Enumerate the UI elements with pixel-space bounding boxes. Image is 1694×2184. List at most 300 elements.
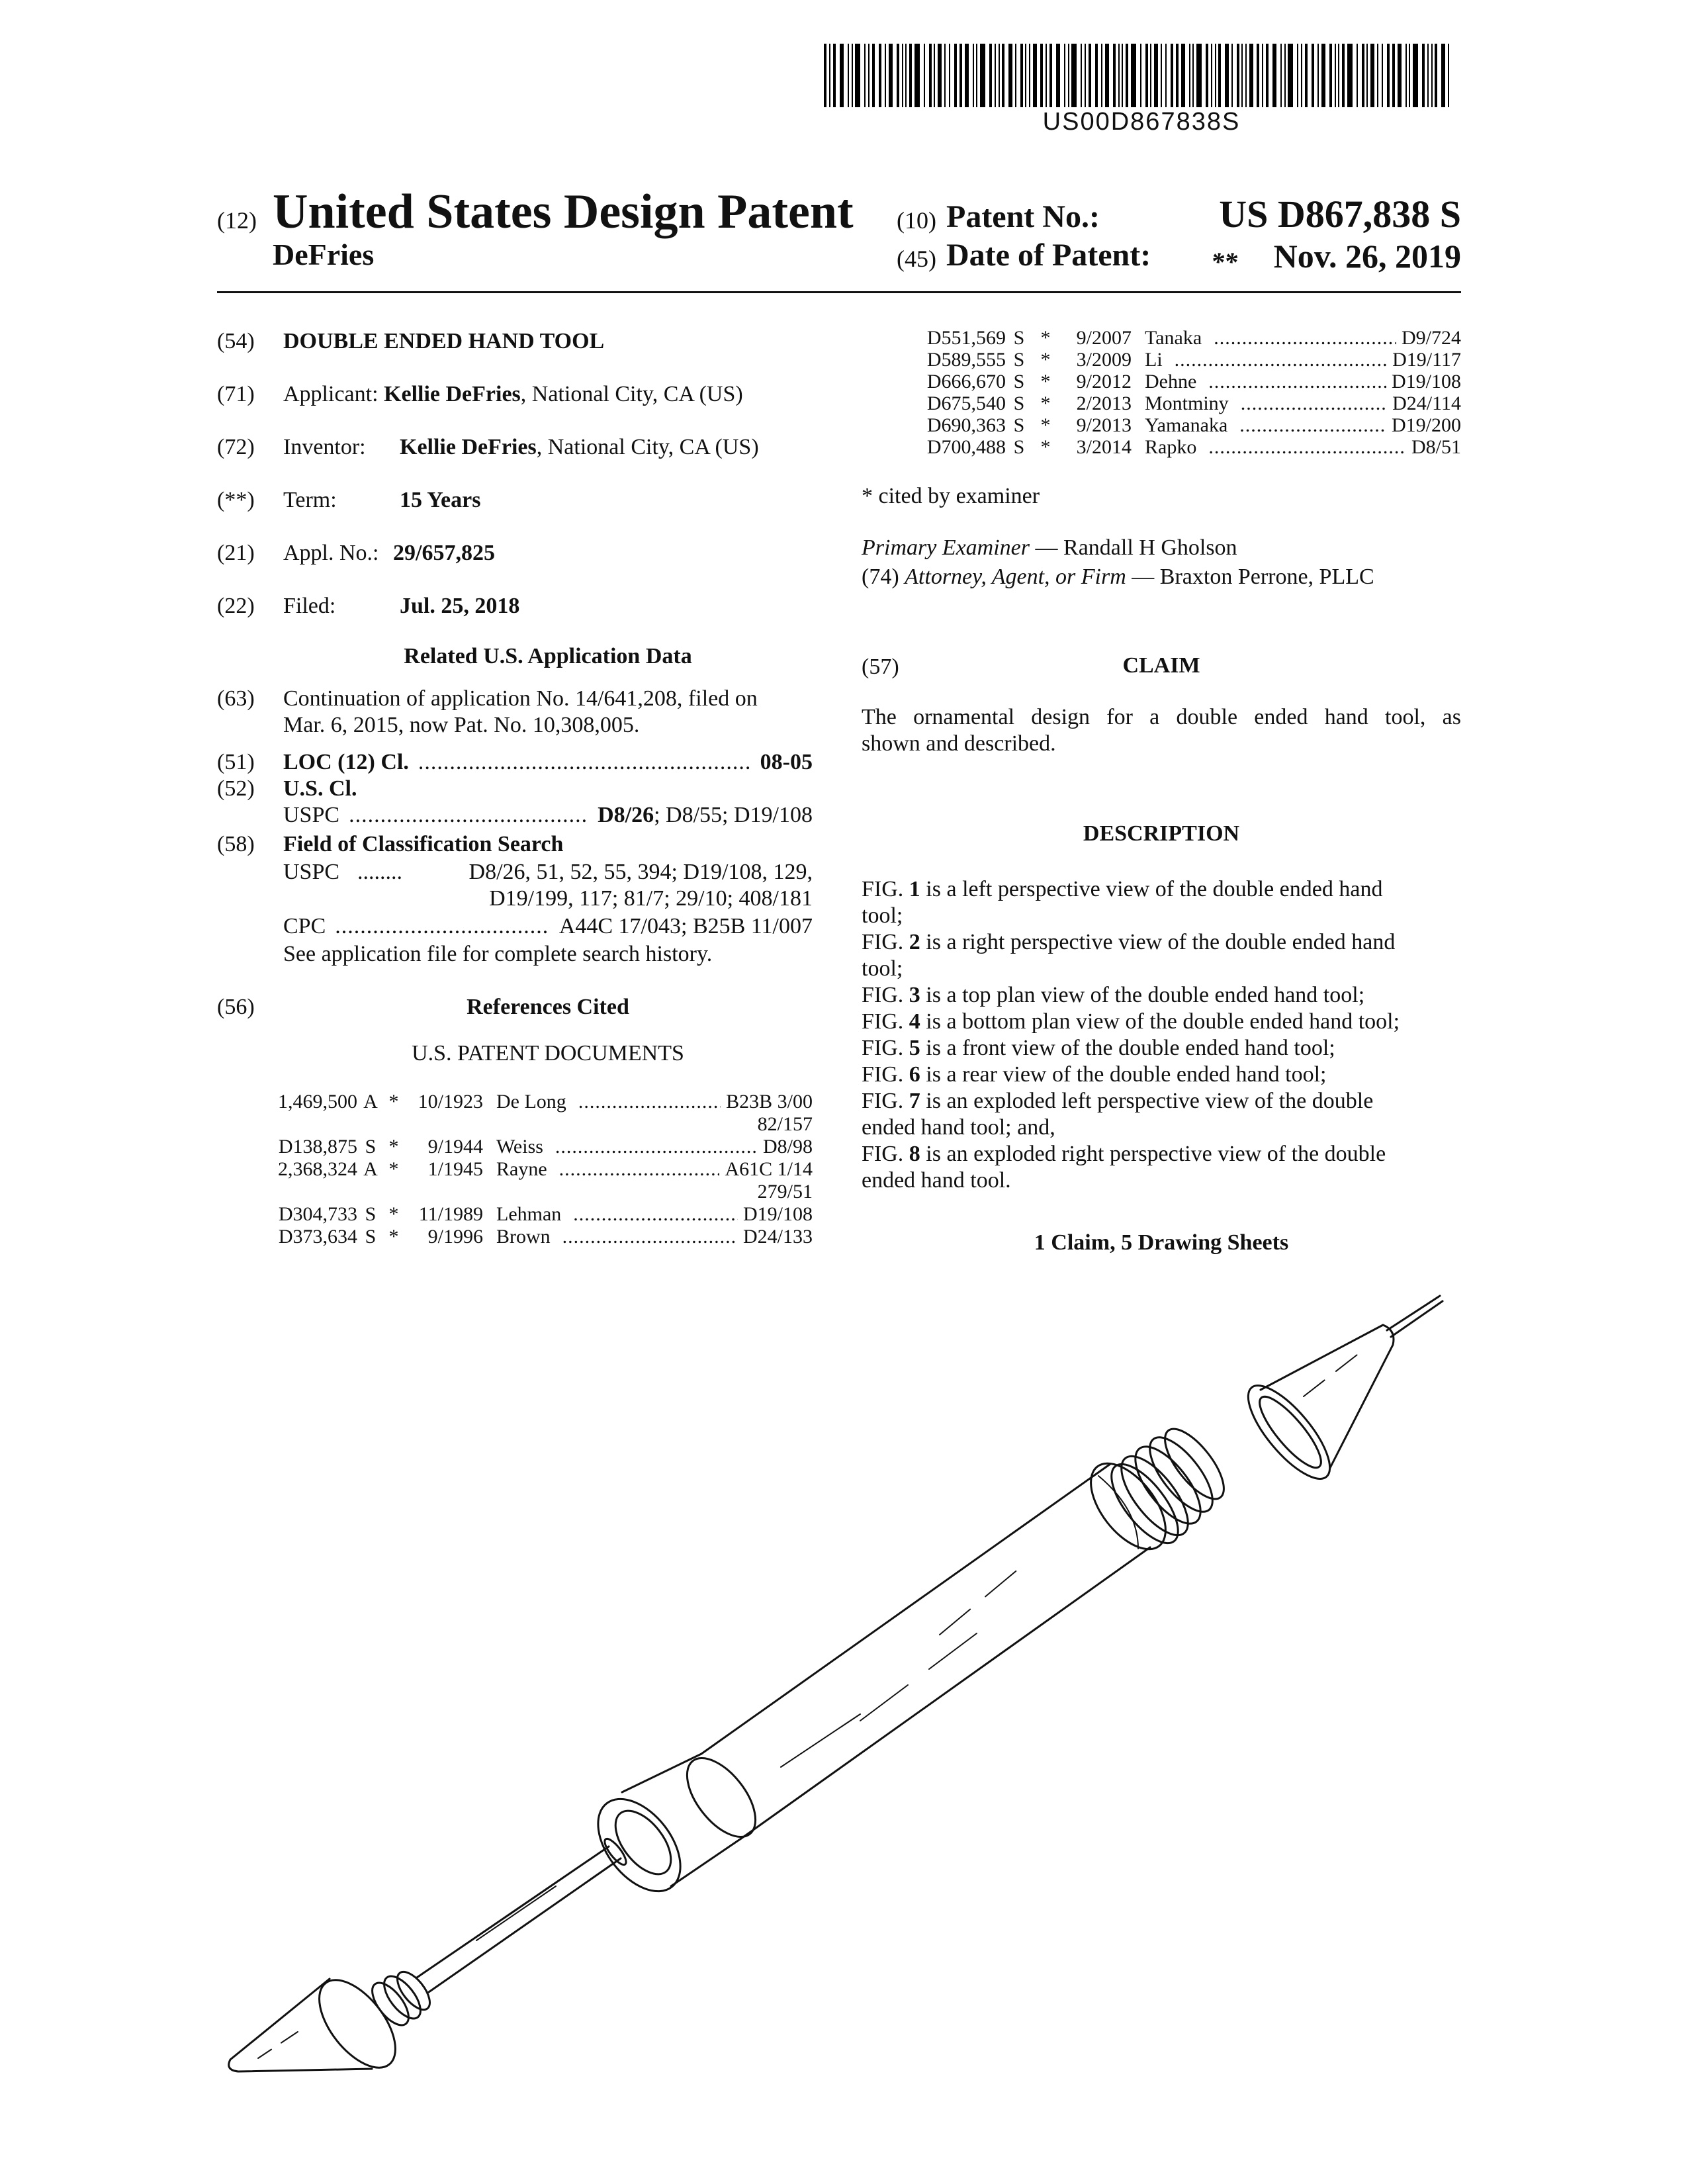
barcode-bar xyxy=(1266,44,1269,107)
fig-number: 5 xyxy=(909,1036,920,1060)
barcode-bar xyxy=(864,44,866,107)
barcode-bar xyxy=(848,44,849,107)
barcode-bar xyxy=(924,44,925,107)
ref-name: De Long xyxy=(496,1091,566,1113)
inventor-value xyxy=(400,434,759,461)
reference-row xyxy=(907,349,1461,371)
barcode-bar xyxy=(824,44,826,107)
examiner-label: Primary Examiner xyxy=(862,535,1030,560)
barcode-bar xyxy=(889,44,893,107)
continuation-code: (63) xyxy=(217,686,255,711)
description-item xyxy=(862,1009,1461,1035)
patent-date: Nov. 26, 2019 xyxy=(1273,238,1461,275)
barcode-bar xyxy=(1225,44,1229,107)
reference-row-continued xyxy=(265,1181,813,1203)
field-code: (58) xyxy=(217,832,255,856)
barcode-bar xyxy=(1366,44,1368,107)
fig-text: is a right perspective view of the double ended hand xyxy=(920,930,1396,954)
cited-note: * cited by examiner xyxy=(862,484,1040,508)
barcode-bar xyxy=(1347,44,1353,107)
barcode-bar xyxy=(1305,44,1308,107)
ref-number: D304,733 xyxy=(278,1203,357,1225)
barcode-bar xyxy=(1409,44,1410,107)
barcode-bar xyxy=(855,44,860,107)
ref-kind: S xyxy=(1013,436,1025,458)
ref-date: 3/2009 xyxy=(1076,349,1132,371)
barcode-bar xyxy=(1015,44,1016,107)
fig-number: 6 xyxy=(909,1062,920,1087)
uspc-leader xyxy=(349,802,588,829)
loc-leader xyxy=(418,749,751,776)
barcode-bar xyxy=(897,44,899,107)
barcode-bar xyxy=(989,44,992,107)
barcode-bar xyxy=(902,44,903,107)
top-needle xyxy=(1387,1296,1443,1337)
barcode-bar xyxy=(1413,44,1418,107)
field-uspc-line-2: D19/199, 117; 81/7; 29/10; 408/181 xyxy=(489,886,813,911)
ref-number: D690,363 xyxy=(926,414,1006,436)
ref-class: D19/108 xyxy=(1392,371,1461,392)
barcode-bar xyxy=(868,44,869,107)
ref-leader xyxy=(573,1203,738,1226)
reference-row xyxy=(265,1203,813,1226)
ref-class-secondary: 82/157 xyxy=(757,1113,813,1135)
ref-name: Li xyxy=(1145,349,1163,371)
barcode-bar xyxy=(1218,44,1221,107)
fig-number: 2 xyxy=(909,930,920,954)
patent-no-code: (10) xyxy=(897,207,936,234)
examiner-name: Randall H Gholson xyxy=(1063,535,1237,560)
barcode-bar xyxy=(833,44,836,107)
ref-leader xyxy=(1214,327,1396,349)
loc-label: LOC (12) Cl. xyxy=(283,750,409,774)
fig-prefix: FIG. xyxy=(862,1142,909,1166)
ref-date: 9/2012 xyxy=(1076,371,1132,392)
term-code: (**) xyxy=(217,488,255,512)
barcode-bar xyxy=(1113,44,1116,107)
barcode xyxy=(824,44,1459,107)
ref-number: D551,569 xyxy=(926,327,1006,349)
barcode-bar xyxy=(1131,44,1136,107)
inventor-name: Kellie DeFries xyxy=(400,435,537,459)
ref-star: * xyxy=(388,1203,399,1225)
applicant-name: Kellie DeFries xyxy=(384,382,521,406)
ref-date: 9/1944 xyxy=(427,1136,483,1158)
header-rule xyxy=(217,291,1461,293)
applicant-code: (71) xyxy=(217,382,255,406)
uscl-label: U.S. Cl. xyxy=(283,776,357,801)
ref-number: 2,368,324 xyxy=(278,1158,357,1180)
barcode-number: US00D867838S xyxy=(1042,108,1241,136)
ref-kind: S xyxy=(1013,392,1025,414)
description-item xyxy=(862,1088,1461,1115)
barcode-bar xyxy=(1126,44,1128,107)
reference-row xyxy=(265,1091,813,1113)
date-label: Date of Patent: xyxy=(946,238,1151,273)
ref-name: Rapko xyxy=(1145,436,1197,458)
fig-text: is a bottom plan view of the double ended hand tool; xyxy=(920,1009,1400,1034)
ref-class: D24/133 xyxy=(743,1226,813,1248)
barcode-bar xyxy=(1192,44,1194,107)
ref-star: * xyxy=(388,1091,399,1113)
barcode-bar xyxy=(1056,44,1060,107)
ref-leader xyxy=(1208,436,1406,458)
barcode-bar xyxy=(885,44,886,107)
reference-row xyxy=(907,327,1461,349)
patent-type-title: United States Design Patent xyxy=(273,185,854,239)
ref-star: * xyxy=(1040,327,1051,349)
term-label: Term: xyxy=(283,488,337,512)
claim-heading: CLAIM xyxy=(1122,653,1200,678)
reference-row-continued xyxy=(265,1113,813,1136)
barcode-bar xyxy=(1046,44,1047,107)
barcode-bar xyxy=(934,44,935,107)
ref-number: D700,488 xyxy=(926,436,1006,458)
inventor-label: Inventor: xyxy=(283,435,366,459)
body-threads xyxy=(1100,1420,1234,1554)
barcode-bar xyxy=(1215,44,1216,107)
ref-star: * xyxy=(388,1136,399,1158)
attorney-line xyxy=(862,564,1374,590)
barcode-bar xyxy=(999,44,1000,107)
ref-date: 9/2013 xyxy=(1076,414,1132,436)
barcode-bar xyxy=(1288,44,1293,107)
refs-subheading: U.S. PATENT DOCUMENTS xyxy=(412,1041,684,1066)
loc-code: (51) xyxy=(217,750,255,774)
inventor-code: (72) xyxy=(217,435,255,459)
ref-number: D373,634 xyxy=(278,1226,357,1248)
ref-class: D9/724 xyxy=(1402,327,1461,349)
applicant-field xyxy=(283,381,743,408)
barcode-bar xyxy=(1033,44,1037,107)
fig-prefix: FIG. xyxy=(862,983,909,1007)
reference-row xyxy=(907,436,1461,458)
barcode-bar xyxy=(1362,44,1364,107)
inventor-field xyxy=(283,434,366,461)
barcode-bar xyxy=(1122,44,1123,107)
barcode-bar xyxy=(976,44,977,107)
description-heading: DESCRIPTION xyxy=(1083,821,1240,846)
date-marker: ** xyxy=(1211,247,1237,277)
barcode-bar xyxy=(1448,44,1449,107)
description-item-continued: tool; xyxy=(862,956,903,981)
ref-leader xyxy=(1239,414,1386,436)
barcode-bar xyxy=(1422,44,1425,107)
ref-star: * xyxy=(388,1226,399,1248)
ref-date: 9/2007 xyxy=(1076,327,1132,349)
date-code: (45) xyxy=(897,246,936,272)
loc-value: 08-05 xyxy=(760,750,813,774)
body-tube xyxy=(701,1450,1180,1839)
barcode-bar xyxy=(1140,44,1141,107)
barcode-bar xyxy=(1280,44,1282,107)
barcode-bar xyxy=(1150,44,1151,107)
fig-text: is a top plan view of the double ended hand tool; xyxy=(920,983,1365,1007)
barcode-bar xyxy=(1257,44,1259,107)
claims-summary: 1 Claim, 5 Drawing Sheets xyxy=(1034,1230,1289,1255)
filed-value: Jul. 25, 2018 xyxy=(400,594,520,618)
appl-label: Appl. No.: xyxy=(283,541,379,565)
barcode-bar xyxy=(1357,44,1358,107)
ref-class: D8/51 xyxy=(1411,436,1461,458)
reference-row xyxy=(265,1158,813,1181)
ref-class: A61C 1/14 xyxy=(725,1158,813,1180)
fig-prefix: FIG. xyxy=(862,1036,909,1060)
ref-class: D24/114 xyxy=(1392,392,1461,414)
barcode-bar xyxy=(1342,44,1345,107)
reference-row xyxy=(907,392,1461,414)
ref-name: Weiss xyxy=(496,1136,543,1158)
barcode-bar xyxy=(1387,44,1390,107)
ref-leader xyxy=(578,1091,721,1113)
ref-date: 2/2013 xyxy=(1076,392,1132,414)
barcode-bar xyxy=(1284,44,1286,107)
uscl-code: (52) xyxy=(217,776,255,801)
barcode-bar xyxy=(1089,44,1091,107)
ref-star: * xyxy=(1040,349,1051,371)
top-cap xyxy=(1235,1325,1394,1490)
attorney-name: Braxton Perrone, PLLC xyxy=(1159,565,1374,589)
ref-class: D19/108 xyxy=(743,1203,813,1225)
patent-no-label: Patent No.: xyxy=(946,199,1100,234)
claim-text-line-2: shown and described. xyxy=(862,731,1056,756)
uspc-primary: D8/26 xyxy=(598,803,654,827)
inventor-location: , National City, CA (US) xyxy=(536,435,759,459)
fig-number: 7 xyxy=(909,1089,920,1113)
barcode-bar xyxy=(1002,44,1004,107)
related-heading: Related U.S. Application Data xyxy=(404,644,692,668)
examiner-dash: — xyxy=(1030,535,1064,560)
barcode-bar xyxy=(1101,44,1102,107)
field-uspc-line-1: D8/26, 51, 52, 55, 394; D19/108, 129, xyxy=(468,860,813,884)
barcode-bar xyxy=(1008,44,1012,107)
barcode-bar xyxy=(1262,44,1263,107)
barcode-bar xyxy=(872,44,875,107)
barcode-bar xyxy=(905,44,907,107)
fig-number: 3 xyxy=(909,983,920,1007)
barcode-bar xyxy=(1321,44,1325,107)
term-value: 15 Years xyxy=(400,488,481,512)
barcode-bar xyxy=(1329,44,1332,107)
ref-date: 9/1996 xyxy=(427,1226,483,1248)
uspc-row xyxy=(283,802,813,829)
attorney-dash: — xyxy=(1126,565,1160,589)
barcode-bar xyxy=(1020,44,1023,107)
barcode-bar xyxy=(929,44,932,107)
uspc-label: USPC xyxy=(283,803,340,827)
barcode-bar xyxy=(938,44,942,107)
ref-leader xyxy=(1175,349,1387,371)
barcode-bar xyxy=(959,44,962,107)
fig-text: is an exploded right perspective view of the double xyxy=(920,1142,1386,1166)
ref-name: Lehman xyxy=(496,1203,562,1225)
description-item-continued: ended hand tool. xyxy=(862,1168,1011,1193)
ref-date: 10/1923 xyxy=(418,1091,483,1113)
ref-name: Montminy xyxy=(1145,392,1229,414)
barcode-bar xyxy=(1189,44,1190,107)
description-item xyxy=(862,929,1461,956)
barcode-bar xyxy=(1245,44,1247,107)
barcode-bar xyxy=(1241,44,1243,107)
barcode-bar xyxy=(879,44,881,107)
ref-kind: S xyxy=(365,1136,377,1158)
barcode-bar xyxy=(1095,44,1098,107)
refs-code: (56) xyxy=(217,995,255,1019)
fig-number: 4 xyxy=(909,1009,920,1034)
field-cpc-value: A44C 17/043; B25B 11/007 xyxy=(558,914,813,938)
ref-kind: S xyxy=(1013,371,1025,392)
barcode-bar xyxy=(1382,44,1383,107)
fig-text: is a rear view of the double ended hand tool; xyxy=(920,1062,1327,1087)
description-item xyxy=(862,876,1461,903)
field-uspc-label: USPC xyxy=(283,860,340,884)
barcode-bar xyxy=(1370,44,1374,107)
ref-kind: A xyxy=(363,1091,378,1113)
appl-code: (21) xyxy=(217,541,255,565)
barcode-bar xyxy=(909,44,912,107)
barcode-bar xyxy=(852,44,853,107)
filed-code: (22) xyxy=(217,594,255,618)
reference-row xyxy=(907,414,1461,436)
barcode-bar xyxy=(1064,44,1065,107)
barcode-bar xyxy=(1392,44,1395,107)
ref-name: Yamanaka xyxy=(1145,414,1228,436)
ref-star: * xyxy=(1040,436,1051,458)
barcode-bar xyxy=(1335,44,1336,107)
fig-text: is a front view of the double ended hand tool; xyxy=(920,1036,1335,1060)
lower-rod xyxy=(417,1836,629,1992)
ref-class: B23B 3/00 xyxy=(726,1091,813,1113)
description-item xyxy=(862,1141,1461,1167)
barcode-bar xyxy=(1427,44,1429,107)
fig-number: 8 xyxy=(909,1142,920,1166)
field-cpc-leader xyxy=(335,913,550,940)
barcode-bar xyxy=(1049,44,1052,107)
barcode-bar xyxy=(1441,44,1445,107)
fig-prefix: FIG. xyxy=(862,1009,909,1034)
barcode-bar xyxy=(1025,44,1026,107)
fig-text: is a left perspective view of the double ended hand xyxy=(920,877,1383,901)
barcode-bar xyxy=(1161,44,1162,107)
reference-row xyxy=(265,1136,813,1158)
left-references-list xyxy=(265,1091,813,1248)
field-uspc-dots: ........ xyxy=(357,860,402,884)
ref-name: Brown xyxy=(496,1226,551,1248)
uspc-rest: ; D8/55; D19/108 xyxy=(654,803,813,827)
reference-row xyxy=(907,371,1461,392)
barcode-bar xyxy=(1206,44,1208,107)
ref-date: 3/2014 xyxy=(1076,436,1132,458)
ref-name: Dehne xyxy=(1145,371,1197,392)
exploded-tool-drawing xyxy=(199,1291,1489,2164)
lower-collar xyxy=(582,1747,769,1907)
barcode-bar xyxy=(1029,44,1030,107)
barcode-bar xyxy=(1165,44,1167,107)
barcode-bar xyxy=(1317,44,1319,107)
ref-date: 11/1989 xyxy=(418,1203,483,1225)
ref-number: D675,540 xyxy=(926,392,1006,414)
barcode-bar xyxy=(1231,44,1233,107)
barcode-bar xyxy=(1040,44,1043,107)
ref-star: * xyxy=(388,1158,399,1180)
description-item xyxy=(862,1035,1461,1062)
filed-label: Filed: xyxy=(283,594,336,618)
fig-prefix: FIG. xyxy=(862,930,909,954)
ref-class: D19/117 xyxy=(1392,349,1461,371)
barcode-bar xyxy=(944,44,946,107)
attorney-code: (74) xyxy=(862,565,899,589)
lower-rings xyxy=(365,1966,435,2031)
barcode-bar xyxy=(954,44,957,107)
ref-number: D138,875 xyxy=(278,1136,357,1158)
refs-heading: References Cited xyxy=(467,995,629,1019)
barcode-bar xyxy=(980,44,985,107)
fig-prefix: FIG. xyxy=(862,1062,909,1087)
barcode-bar xyxy=(914,44,920,107)
ref-leader xyxy=(1208,371,1386,392)
ref-number: 1,469,500 xyxy=(278,1091,357,1113)
barcode-bar xyxy=(965,44,969,107)
ref-leader xyxy=(559,1158,720,1181)
invention-title: DOUBLE ENDED HAND TOOL xyxy=(283,329,605,353)
claim-text-line-1: The ornamental design for a double ended hand tool, as xyxy=(862,705,1461,729)
ref-leader xyxy=(555,1136,758,1158)
ref-name: Tanaka xyxy=(1145,327,1202,349)
fig-number: 1 xyxy=(909,877,920,901)
barcode-bar xyxy=(1176,44,1179,107)
description-list xyxy=(862,876,1461,1194)
ref-number: D589,555 xyxy=(926,349,1006,371)
ref-leader xyxy=(562,1226,738,1248)
barcode-bar xyxy=(1297,44,1298,107)
ref-name: Rayne xyxy=(496,1158,547,1180)
ref-kind: S xyxy=(365,1226,377,1248)
barcode-bar xyxy=(1181,44,1185,107)
fig-text: is an exploded left perspective view of the double xyxy=(920,1089,1374,1113)
ref-class-secondary: 279/51 xyxy=(757,1181,813,1203)
ref-leader xyxy=(1241,392,1387,414)
barcode-bar xyxy=(1312,44,1314,107)
patent-number: US D867,838 S xyxy=(1219,193,1461,236)
barcode-bar xyxy=(1398,44,1402,107)
barcode-bar xyxy=(829,44,830,107)
barcode-bar xyxy=(1196,44,1202,107)
barcode-bar xyxy=(1154,44,1158,107)
description-item-continued: tool; xyxy=(862,903,903,928)
applicant-label: Applicant: xyxy=(283,382,379,406)
title-code: (54) xyxy=(217,329,255,353)
attorney-label: Attorney, Agent, or Firm xyxy=(905,565,1126,589)
ref-kind: S xyxy=(365,1203,377,1225)
reference-row xyxy=(265,1226,813,1248)
ref-kind: S xyxy=(1013,414,1025,436)
applicant-location: , National City, CA (US) xyxy=(520,382,743,406)
ref-kind: A xyxy=(363,1158,378,1180)
barcode-bar xyxy=(1085,44,1086,107)
fig-prefix: FIG. xyxy=(862,877,909,901)
barcode-bar xyxy=(1272,44,1276,107)
barcode-bar xyxy=(1105,44,1109,107)
barcode-bar xyxy=(949,44,950,107)
barcode-bar xyxy=(1211,44,1212,107)
barcode-bar xyxy=(1081,44,1082,107)
ref-number: D666,670 xyxy=(926,371,1006,392)
type-code: (12) xyxy=(217,207,257,234)
barcode-bar xyxy=(1338,44,1339,107)
barcode-bar xyxy=(1431,44,1433,107)
appl-value: 29/657,825 xyxy=(393,541,495,565)
barcode-bar xyxy=(1301,44,1302,107)
